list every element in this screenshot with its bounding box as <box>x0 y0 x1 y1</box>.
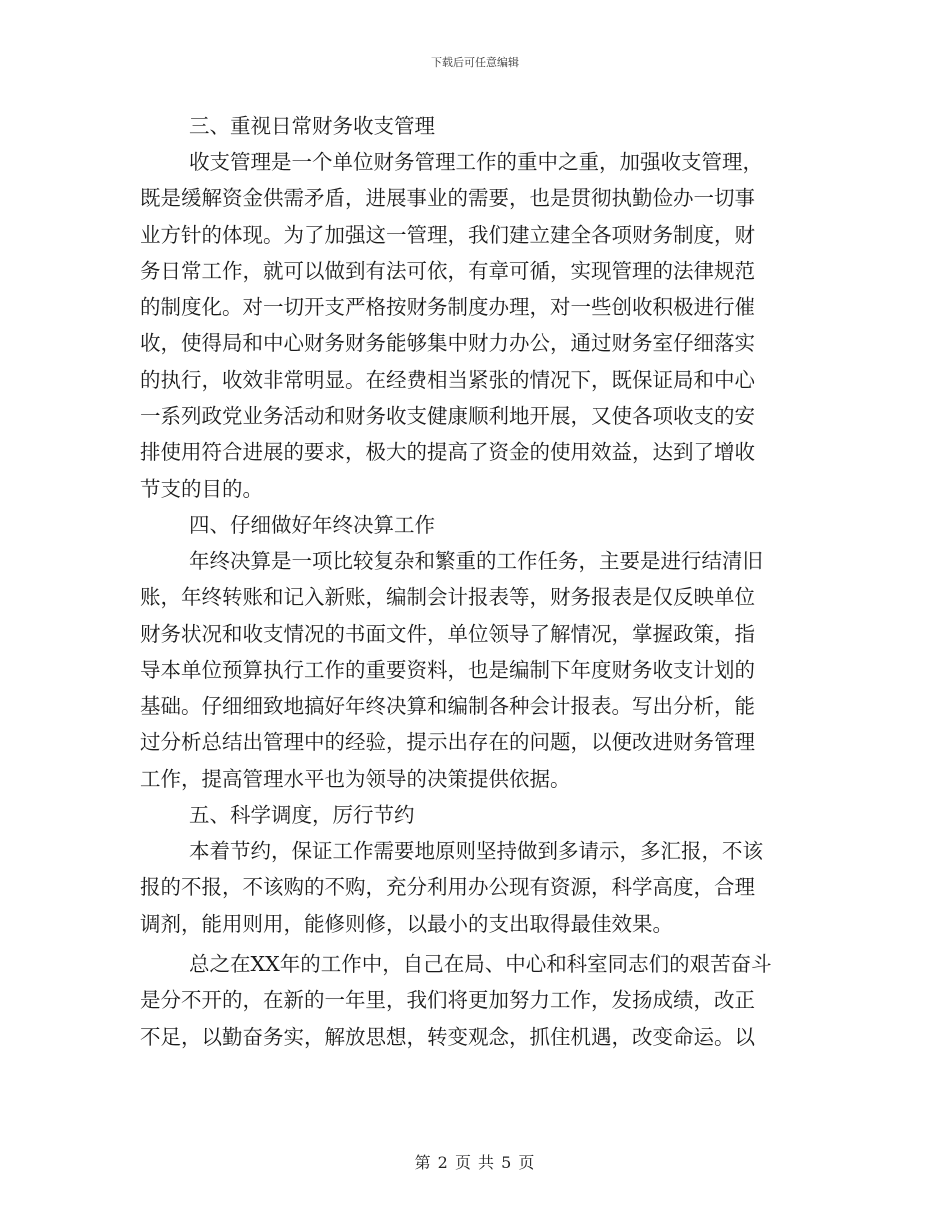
text-line: 务日常工作，就可以做到有法可依，有章可循，实现管理的法律规范 <box>140 258 755 283</box>
page-number: 第 2 页 共 5 页 <box>414 1153 536 1172</box>
text-line: 业方针的体现。为了加强这一管理，我们建立建全各项财务制度，财 <box>140 222 755 247</box>
text-line: 基础。仔细细致地搞好年终决算和编制各种会计报表。写出分析，能 <box>140 694 755 719</box>
text-line: 节支的目的。 <box>140 476 263 501</box>
section-heading: 五、科学调度，厉行节约 <box>189 803 415 828</box>
text-line: 工作，提高管理水平也为领导的决策提供依据。 <box>140 766 571 791</box>
text-line: 的执行，收效非常明显。在经费相当紧张的情况下，既保证局和中心 <box>140 367 755 392</box>
section-heading: 三、重视日常财务收支管理 <box>189 114 435 138</box>
section-4 <box>140 507 800 797</box>
text-line: 既是缓解资金供需矛盾，进展事业的需要，也是贯彻执勤俭办一切事 <box>140 186 755 211</box>
text-line: 一系列政党业务活动和财务收支健康顺利地开展，又使各项收支的安 <box>140 404 755 429</box>
text-line: 是分不开的，在新的一年里，我们将更加努力工作，发扬成绩，改正 <box>140 988 755 1013</box>
section-paragraph <box>140 144 800 507</box>
text-line: 过分析总结出管理中的经验，提示出存在的问题，以便改进财务管理 <box>140 730 755 755</box>
section-heading: 四、仔细做好年终决算工作 <box>189 512 435 537</box>
section-paragraph <box>140 833 800 942</box>
text-line: 导本单位预算执行工作的重要资料，也是编制下年度财务收支计划的 <box>140 657 755 682</box>
text-line: 收，使得局和中心财务财务能够集中财力办公，通过财务室仔细落实 <box>140 331 755 356</box>
text-line: 账，年终转账和记入新账，编制会计报表等，财务报表是仅反映单位 <box>140 585 755 610</box>
text-line: 总之在XX年的工作中，自己在局、中心和科室同志们的艰苦奋斗 <box>189 951 772 976</box>
summary-section <box>140 946 800 1055</box>
text-line: 的制度化。对一切开支严格按财务制度办理，对一些创收积极进行催 <box>140 295 755 320</box>
document-body <box>140 108 800 1055</box>
text-line: 本着节约，保证工作需要地原则坚持做到多请示，多汇报，不该 <box>189 839 763 864</box>
text-line: 收支管理是一个单位财务管理工作的重中之重，加强收支管理， <box>189 150 763 174</box>
section-3 <box>140 108 800 507</box>
section-paragraph <box>140 946 800 1055</box>
text-line: 报的不报，不该购的不购，充分利用办公现有资源，科学高度，合理 <box>140 875 755 900</box>
page-header: 下载后可任意编辑 <box>431 56 519 69</box>
text-line: 排使用符合进展的要求，极大的提高了资金的使用效益，达到了增收 <box>140 440 755 465</box>
text-line: 调剂，能用则用，能修则修，以最小的支出取得最佳效果。 <box>140 911 673 936</box>
text-line: 财务状况和收支情况的书面文件，单位领导了解情况，掌握政策，指 <box>140 621 755 646</box>
text-line: 不足，以勤奋务实，解放思想，转变观念，抓住机遇，改变命运。以 <box>140 1024 755 1049</box>
section-5 <box>140 797 800 942</box>
text-line: 年终决算是一项比较复杂和繁重的工作任务，主要是进行结清旧 <box>189 548 763 573</box>
section-paragraph <box>140 543 800 797</box>
